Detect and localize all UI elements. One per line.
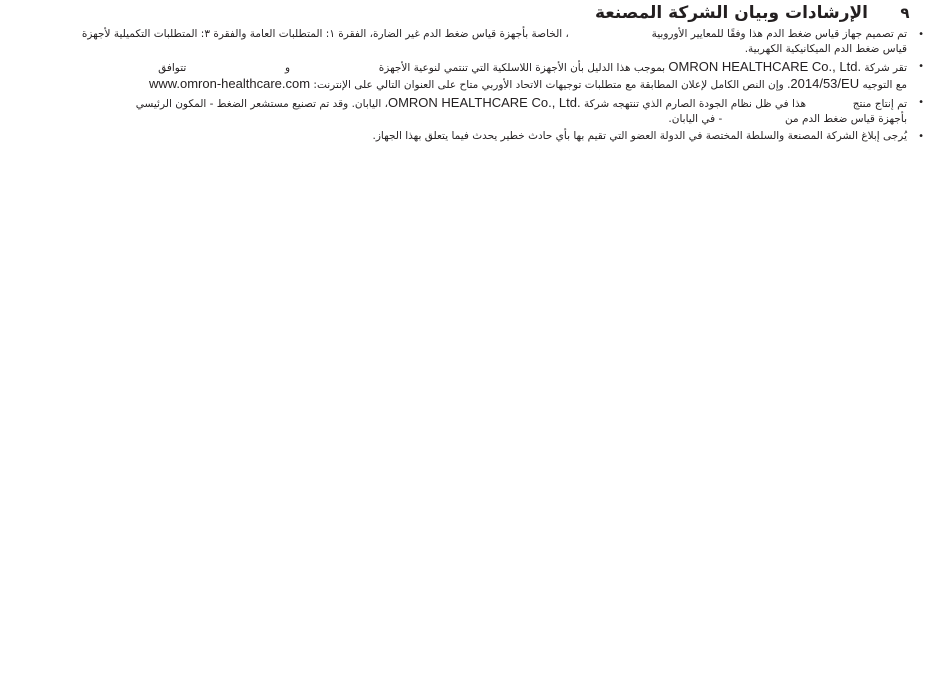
- directive-number: 2014/53/EU: [790, 76, 860, 91]
- bullet-icon: •: [918, 131, 924, 142]
- paragraph-text: . وإن النص الكامل لإعلان المطابقة مع متطلبات توجيهات الاتحاد الأوربي متاح على العنوان التالي على الإنترنت:: [313, 79, 791, 91]
- paragraph-text: - في اليابان.: [668, 113, 723, 125]
- paragraph-text: بأجهزة قياس ضغط الدم من: [785, 113, 907, 125]
- text-line: [72, 112, 907, 127]
- paragraph-text: قياس ضغط الدم الميكانيكية الكهربية.: [744, 43, 907, 55]
- bullet-icon: •: [918, 61, 924, 72]
- paragraph-text: و: [285, 62, 291, 74]
- text-line: [72, 95, 907, 112]
- paragraph-text: هذا في ظل نظام الجودة الصارم الذي تنتهجه شركة: [583, 98, 806, 110]
- text-line: [72, 27, 907, 42]
- section-number: ٩: [900, 4, 910, 22]
- company-name: OMRON HEALTHCARE Co., Ltd.: [668, 59, 862, 74]
- manufacturer-statement-page: [72, 0, 928, 146]
- company-name: OMRON HEALTHCARE Co., Ltd.: [387, 95, 581, 110]
- text-line: [72, 42, 907, 57]
- list-item: [72, 95, 928, 127]
- paragraph-text: مع التوجيه: [862, 79, 907, 91]
- website-url: www.omron-healthcare.com: [148, 76, 311, 91]
- bullet-icon: •: [918, 97, 924, 108]
- list-item: [72, 129, 928, 144]
- bullet-icon: •: [918, 29, 924, 40]
- text-line: [72, 129, 907, 144]
- paragraph-text: ، اليابان. وقد تم تصنيع مستشعر الضغط - المكون الرئيسي: [135, 98, 388, 110]
- paragraph-text: يُرجى إبلاغ الشركة المصنعة والسلطة المختصة في الدولة العضو التي تقيم بها بأي حادث خطير يحدث فيما يتعلق بهذا الجهاز.: [372, 130, 907, 142]
- paragraph-text: تتوافق: [158, 62, 187, 74]
- section-heading: [72, 3, 928, 27]
- paragraph-text: بموجب هذا الدليل بأن الأجهزة اللاسلكية التي تنتمي لنوعية الأجهزة: [378, 62, 666, 74]
- statement-list: [72, 27, 928, 144]
- list-item: [72, 27, 928, 57]
- paragraph-text: تم تصميم جهاز قياس ضغط الدم هذا وفقًا للمعايير الأوروبية: [651, 28, 907, 40]
- paragraph-text: تقر شركة: [864, 62, 907, 74]
- paragraph-text: تم إنتاج منتج: [852, 98, 907, 110]
- text-line: [72, 59, 907, 76]
- section-title: الإرشادات وبيان الشركة المصنعة: [594, 3, 868, 23]
- paragraph-text: ، الخاصة بأجهزة قياس ضغط الدم غير الضارة، الفقرة ١: المتطلبات العامة والفقرة ٣: المتطلبات التكميلية لأجهزة: [81, 28, 569, 40]
- text-line: [72, 76, 907, 93]
- list-item: [72, 59, 928, 93]
